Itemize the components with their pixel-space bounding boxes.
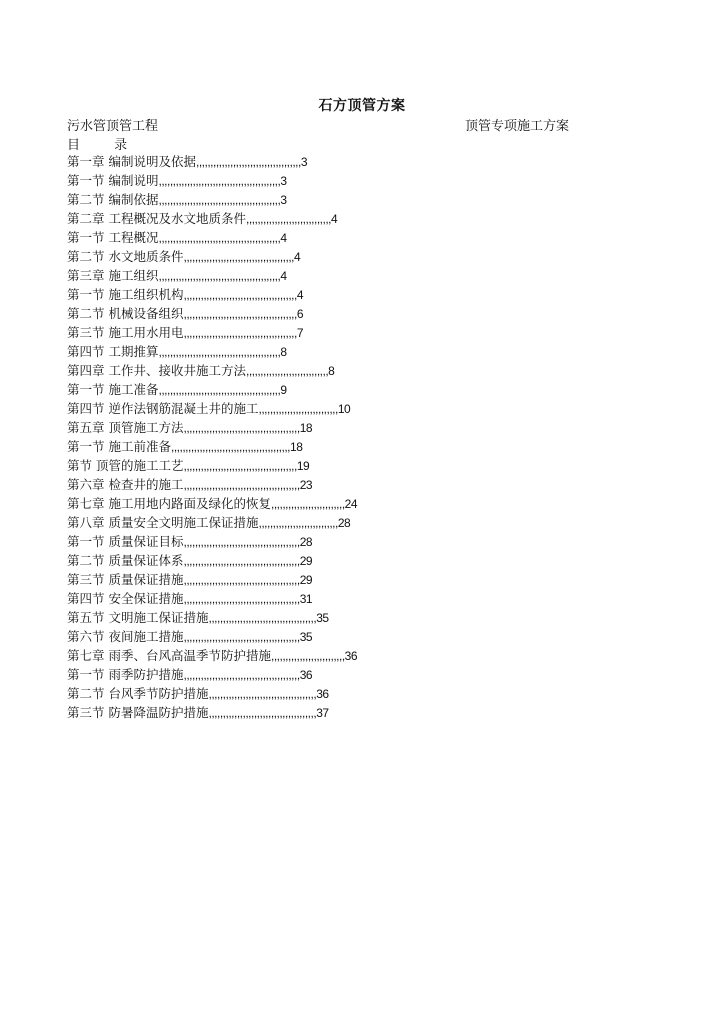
toc-entry-page: 4 bbox=[296, 288, 304, 302]
toc-entry-label: 第一节 质量保证目标 bbox=[67, 534, 184, 549]
toc-entry-label: 第七章 雨季、台风高温季节防护措施 bbox=[67, 648, 271, 663]
toc-entry bbox=[67, 494, 357, 513]
toc-entry bbox=[67, 285, 357, 304]
toc-entry-label: 第一节 雨季防护措施 bbox=[67, 667, 184, 682]
toc-entry-leader: ,,,,,,,,,,,,,,,,,,,,,,,,,,,,,,,,,,,,,,,,, bbox=[183, 573, 300, 587]
toc-entry-label: 第二节 编制依据 bbox=[67, 192, 159, 207]
toc-entry bbox=[67, 190, 357, 209]
toc-entry-leader: ,,,,,,,,,,,,,,,,,,,,,,,,,,,, bbox=[258, 516, 338, 530]
toc-entry-label: 第四节 工期推算 bbox=[67, 344, 159, 359]
toc-entry bbox=[67, 475, 357, 494]
toc-entry bbox=[67, 608, 357, 627]
toc-entry-leader: ,,,,,,,,,,,,,,,,,,,,,,,,,, bbox=[270, 497, 345, 511]
toc-entry-leader: ,,,,,,,,,,,,,,,,,,,,,,,,,,,,,,,,,,,,,,,,, bbox=[183, 592, 300, 606]
toc-entry-label: 第二节 水文地质条件 bbox=[67, 249, 184, 264]
toc-entry-label: 第一节 施工准备 bbox=[67, 382, 159, 397]
toc-entry-page: 29 bbox=[299, 554, 313, 568]
toc-entry bbox=[67, 247, 357, 266]
toc-entry-label: 第三节 施工用水用电 bbox=[67, 325, 184, 340]
toc-entry-leader: ,,,,,,,,,,,,,,,,,,,,,,,,,,,,,,,,,,,,,,,, bbox=[183, 307, 297, 321]
toc-entry-leader: ,,,,,,,,,,,,,,,,,,,,,,,,,,,,,,,,,,,,,,,,,,, bbox=[158, 345, 281, 359]
toc-entry-page: 31 bbox=[299, 592, 313, 606]
toc-entry-page: 36 bbox=[344, 649, 358, 663]
toc-entry-label: 第二章 工程概况及水文地质条件 bbox=[67, 211, 246, 226]
toc-entry-leader: ,,,,,,,,,,,,,,,,,,,,,,,,,,,,,,,,,,,,,, bbox=[208, 687, 317, 701]
document-title: 石方顶管方案 bbox=[318, 98, 406, 114]
document-type: 顶管专项施工方案 bbox=[465, 119, 570, 134]
toc-entry-label: 第五章 顶管施工方法 bbox=[67, 420, 184, 435]
toc-entry-page: 24 bbox=[344, 497, 358, 511]
toc-entry-leader: ,,,,,,,,,,,,,,,,,,,,,,,,,,,,,,,,,,,,,,,,, bbox=[183, 668, 300, 682]
toc-entry-label: 第五节 文明施工保证措施 bbox=[67, 610, 209, 625]
toc-entry-page: 7 bbox=[296, 326, 304, 340]
toc-entry-label: 第六章 检查井的施工 bbox=[67, 477, 184, 492]
toc-entry bbox=[67, 209, 357, 228]
toc-entry-page: 8 bbox=[280, 345, 287, 359]
toc-entry-label: 第四章 工作井、接收井施工方法 bbox=[67, 363, 246, 378]
toc-entry-label: 第八章 质量安全文明施工保证措施 bbox=[67, 515, 259, 530]
toc-entry-page: 23 bbox=[299, 478, 313, 492]
toc-entry bbox=[67, 589, 357, 608]
toc-entry-label: 第一章 编制说明及依据 bbox=[67, 154, 196, 169]
toc-entry-leader: ,,,,,,,,,,,,,,,,,,,,,,,,,,,,,,,,,,,,,,,,, bbox=[183, 535, 300, 549]
toc-entry-leader: ,,,,,,,,,,,,,,,,,,,,,,,,,,,,,,,,,,,,,,,,, bbox=[183, 554, 300, 568]
toc-entry-label: 第二节 质量保证体系 bbox=[67, 553, 184, 568]
toc-entry-label: 第四节 逆作法钢筋混凝土井的施工 bbox=[67, 401, 259, 416]
toc-entry-page: 9 bbox=[280, 383, 287, 397]
toc-entry-leader: ,,,,,,,,,,,,,,,,,,,,,,,,,,,,,,,,,,,,, bbox=[195, 155, 301, 169]
toc-entry-leader: ,,,,,,,,,,,,,,,,,,,,,,,,,,,,,,,,,,,,,,,,, bbox=[183, 630, 300, 644]
toc-entry bbox=[67, 456, 357, 475]
toc-entry bbox=[67, 551, 357, 570]
toc-entry-label: 第三节 防暑降温防护措施 bbox=[67, 705, 209, 720]
toc-entry-page: 6 bbox=[296, 307, 304, 321]
project-name: 污水管顶管工程 bbox=[67, 119, 159, 134]
toc-entry-page: 3 bbox=[300, 155, 308, 169]
toc-entry bbox=[67, 437, 357, 456]
toc-entry-label: 第一节 施工组织机构 bbox=[67, 287, 184, 302]
toc-entry bbox=[67, 380, 357, 399]
toc-entry bbox=[67, 152, 357, 171]
toc-entry-page: 36 bbox=[316, 687, 329, 701]
toc-entry bbox=[67, 627, 357, 646]
toc-entry bbox=[67, 361, 357, 380]
toc-entry-page: 4 bbox=[331, 212, 338, 226]
toc-entry bbox=[67, 513, 357, 532]
toc-entry-label: 第三节 质量保证措施 bbox=[67, 572, 184, 587]
toc-entry bbox=[67, 418, 357, 437]
toc-entry-leader: ,,,,,,,,,,,,,,,,,,,,,,,,,,,,,,,,,,,,,, bbox=[208, 706, 317, 720]
toc-entry-page: 18 bbox=[290, 440, 303, 454]
toc-entry-leader: ,,,,,,,,,,,,,,,,,,,,,,,,,,,,,, bbox=[245, 212, 332, 226]
toc-entry-label: 第一节 编制说明 bbox=[67, 173, 159, 188]
toc-entry-page: 36 bbox=[299, 668, 313, 682]
toc-entry-page: 35 bbox=[299, 630, 313, 644]
toc-entry-leader: ,,,,,,,,,,,,,,,,,,,,,,,,,,,,,,,,,,,,,,,,, bbox=[183, 421, 300, 435]
toc-entry-page: 18 bbox=[299, 421, 313, 435]
toc-entry-leader: ,,,,,,,,,,,,,,,,,,,,,,,,,,,,,,,,,,,,,,, bbox=[183, 250, 295, 264]
toc-entry-leader: ,,,,,,,,,,,,,,,,,,,,,,,,,,,,, bbox=[245, 364, 329, 378]
toc-entry bbox=[67, 684, 357, 703]
toc-entry-leader: ,,,,,,,,,,,,,,,,,,,,,,,,,, bbox=[270, 649, 345, 663]
toc-entry-leader: ,,,,,,,,,,,,,,,,,,,,,,,,,,,,,,,,,,,,,, bbox=[208, 611, 317, 625]
toc-entry-leader: ,,,,,,,,,,,,,,,,,,,,,,,,,,,,,,,,,,,,,,,, bbox=[183, 326, 297, 340]
toc-entry-page: 10 bbox=[337, 402, 351, 416]
toc-entry-page: 28 bbox=[337, 516, 351, 530]
table-of-contents bbox=[67, 152, 357, 722]
toc-entry-page: 3 bbox=[280, 193, 287, 207]
toc-entry-label: 第节 顶管的施工工艺 bbox=[67, 458, 184, 473]
toc-entry bbox=[67, 304, 357, 323]
toc-entry bbox=[67, 665, 357, 684]
toc-entry-page: 19 bbox=[296, 459, 310, 473]
toc-entry bbox=[67, 646, 357, 665]
toc-entry-label: 第三章 施工组织 bbox=[67, 268, 159, 283]
toc-entry-label: 第二节 台风季节防护措施 bbox=[67, 686, 209, 701]
toc-entry-page: 8 bbox=[328, 364, 335, 378]
toc-entry-leader: ,,,,,,,,,,,,,,,,,,,,,,,,,,,,,,,,,,,,,,,,,, bbox=[170, 440, 291, 454]
toc-entry-page: 37 bbox=[316, 706, 329, 720]
toc-entry-page: 28 bbox=[299, 535, 313, 549]
toc-heading: 目 录 bbox=[67, 138, 128, 153]
toc-entry-leader: ,,,,,,,,,,,,,,,,,,,,,,,,,,,, bbox=[258, 402, 338, 416]
toc-entry-leader: ,,,,,,,,,,,,,,,,,,,,,,,,,,,,,,,,,,,,,,,,,,, bbox=[158, 231, 281, 245]
toc-entry-leader: ,,,,,,,,,,,,,,,,,,,,,,,,,,,,,,,,,,,,,,,, bbox=[183, 288, 297, 302]
toc-entry bbox=[67, 342, 357, 361]
toc-entry-label: 第四节 安全保证措施 bbox=[67, 591, 184, 606]
toc-entry bbox=[67, 323, 357, 342]
toc-entry bbox=[67, 703, 357, 722]
toc-entry-label: 第六节 夜间施工措施 bbox=[67, 629, 184, 644]
toc-entry bbox=[67, 171, 357, 190]
toc-entry bbox=[67, 532, 357, 551]
toc-entry-label: 第一节 工程概况 bbox=[67, 230, 159, 245]
toc-entry-label: 第二节 机械设备组织 bbox=[67, 306, 184, 321]
toc-entry-leader: ,,,,,,,,,,,,,,,,,,,,,,,,,,,,,,,,,,,,,,,,,,, bbox=[158, 193, 281, 207]
toc-entry-leader: ,,,,,,,,,,,,,,,,,,,,,,,,,,,,,,,,,,,,,,,,,,, bbox=[158, 269, 281, 283]
toc-entry-page: 3 bbox=[280, 174, 287, 188]
toc-entry-leader: ,,,,,,,,,,,,,,,,,,,,,,,,,,,,,,,,,,,,,,,,,,, bbox=[158, 174, 281, 188]
toc-entry-page: 35 bbox=[316, 611, 329, 625]
toc-entry-leader: ,,,,,,,,,,,,,,,,,,,,,,,,,,,,,,,,,,,,,,,, bbox=[183, 459, 297, 473]
toc-entry bbox=[67, 228, 357, 247]
toc-entry-page: 4 bbox=[280, 231, 287, 245]
toc-entry-page: 4 bbox=[280, 269, 287, 283]
toc-entry-leader: ,,,,,,,,,,,,,,,,,,,,,,,,,,,,,,,,,,,,,,,,,,, bbox=[158, 383, 281, 397]
toc-entry bbox=[67, 399, 357, 418]
toc-entry-leader: ,,,,,,,,,,,,,,,,,,,,,,,,,,,,,,,,,,,,,,,,, bbox=[183, 478, 300, 492]
toc-entry bbox=[67, 266, 357, 285]
toc-entry-page: 29 bbox=[299, 573, 313, 587]
toc-entry-label: 第七章 施工用地内路面及绿化的恢复 bbox=[67, 496, 271, 511]
toc-entry-label: 第一节 施工前准备 bbox=[67, 439, 171, 454]
toc-entry bbox=[67, 570, 357, 589]
toc-entry-page: 4 bbox=[294, 250, 301, 264]
